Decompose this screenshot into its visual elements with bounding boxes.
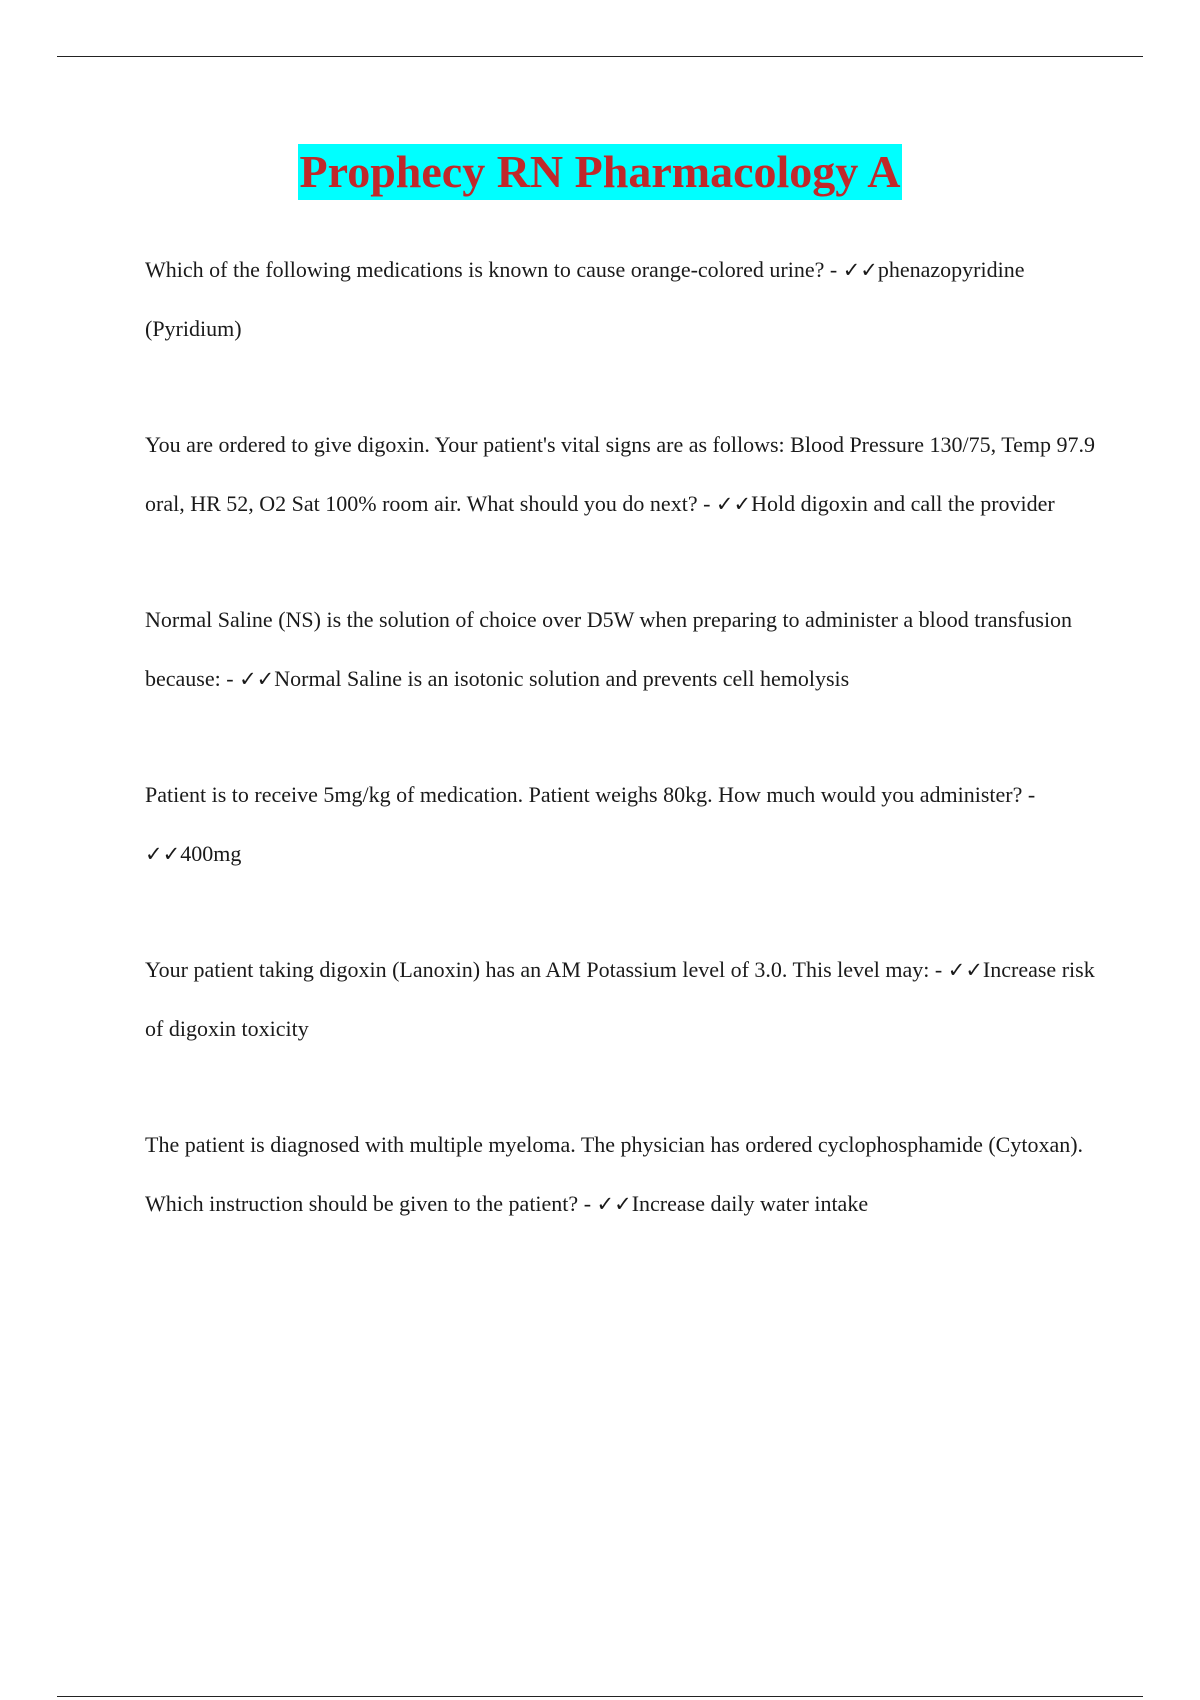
check-mark-icon: ✓✓ bbox=[596, 1191, 632, 1216]
answer-text: phenazopyridine (Pyridium) bbox=[145, 257, 1025, 341]
separator: - bbox=[578, 1190, 597, 1216]
qa-item bbox=[145, 591, 1095, 708]
question-text: Your patient taking digoxin (Lanoxin) has an AM Potassium level of 3.0. This level may: bbox=[145, 957, 930, 982]
question-text: Patient is to receive 5mg/kg of medication. Patient weighs 80kg. How much would you administer? bbox=[145, 782, 1023, 807]
separator: - bbox=[697, 490, 716, 516]
question-text: Which of the following medications is known to cause orange-colored urine? bbox=[145, 257, 825, 282]
check-mark-icon: ✓✓ bbox=[145, 841, 181, 866]
question-text: The patient is diagnosed with multiple myeloma. The physician has ordered cyclophosphamide (Cytoxan). Which instruction should be given to the patient? bbox=[145, 1132, 1084, 1216]
top-rule bbox=[57, 56, 1143, 57]
question-text: You are ordered to give digoxin. Your patient's vital signs are as follows: Blood Pressure 130/75, Temp 97.9 oral, HR 52, O2 Sat 100% room air. What should you do next? bbox=[145, 432, 1095, 516]
question-text: Normal Saline (NS) is the solution of choice over D5W when preparing to administer a blood transfusion because: bbox=[145, 607, 1073, 691]
answer-text: 400mg bbox=[180, 840, 242, 866]
qa-item bbox=[145, 766, 1095, 883]
question-list bbox=[145, 241, 1095, 1291]
qa-item bbox=[145, 941, 1095, 1058]
title-block bbox=[0, 144, 1200, 200]
bottom-rule bbox=[57, 1696, 1143, 1697]
document-title: Prophecy RN Pharmacology A bbox=[298, 144, 903, 200]
check-mark-icon: ✓✓ bbox=[239, 666, 275, 691]
check-mark-icon: ✓✓ bbox=[947, 958, 983, 982]
separator: - bbox=[929, 957, 948, 982]
qa-item bbox=[145, 416, 1095, 533]
answer-text: Increase daily water intake bbox=[631, 1190, 869, 1216]
check-mark-icon: ✓✓ bbox=[842, 258, 878, 282]
check-mark-icon: ✓✓ bbox=[715, 491, 752, 516]
qa-item bbox=[145, 1116, 1095, 1233]
separator: - bbox=[824, 257, 843, 282]
separator: - bbox=[1022, 782, 1036, 807]
qa-item bbox=[145, 241, 1095, 358]
answer-text: Hold digoxin and call the provider bbox=[751, 490, 1055, 516]
separator: - bbox=[220, 665, 240, 691]
answer-text: Increase risk of digoxin toxicity bbox=[145, 957, 1095, 1041]
answer-text: Normal Saline is an isotonic solution and prevents cell hemolysis bbox=[274, 665, 850, 691]
